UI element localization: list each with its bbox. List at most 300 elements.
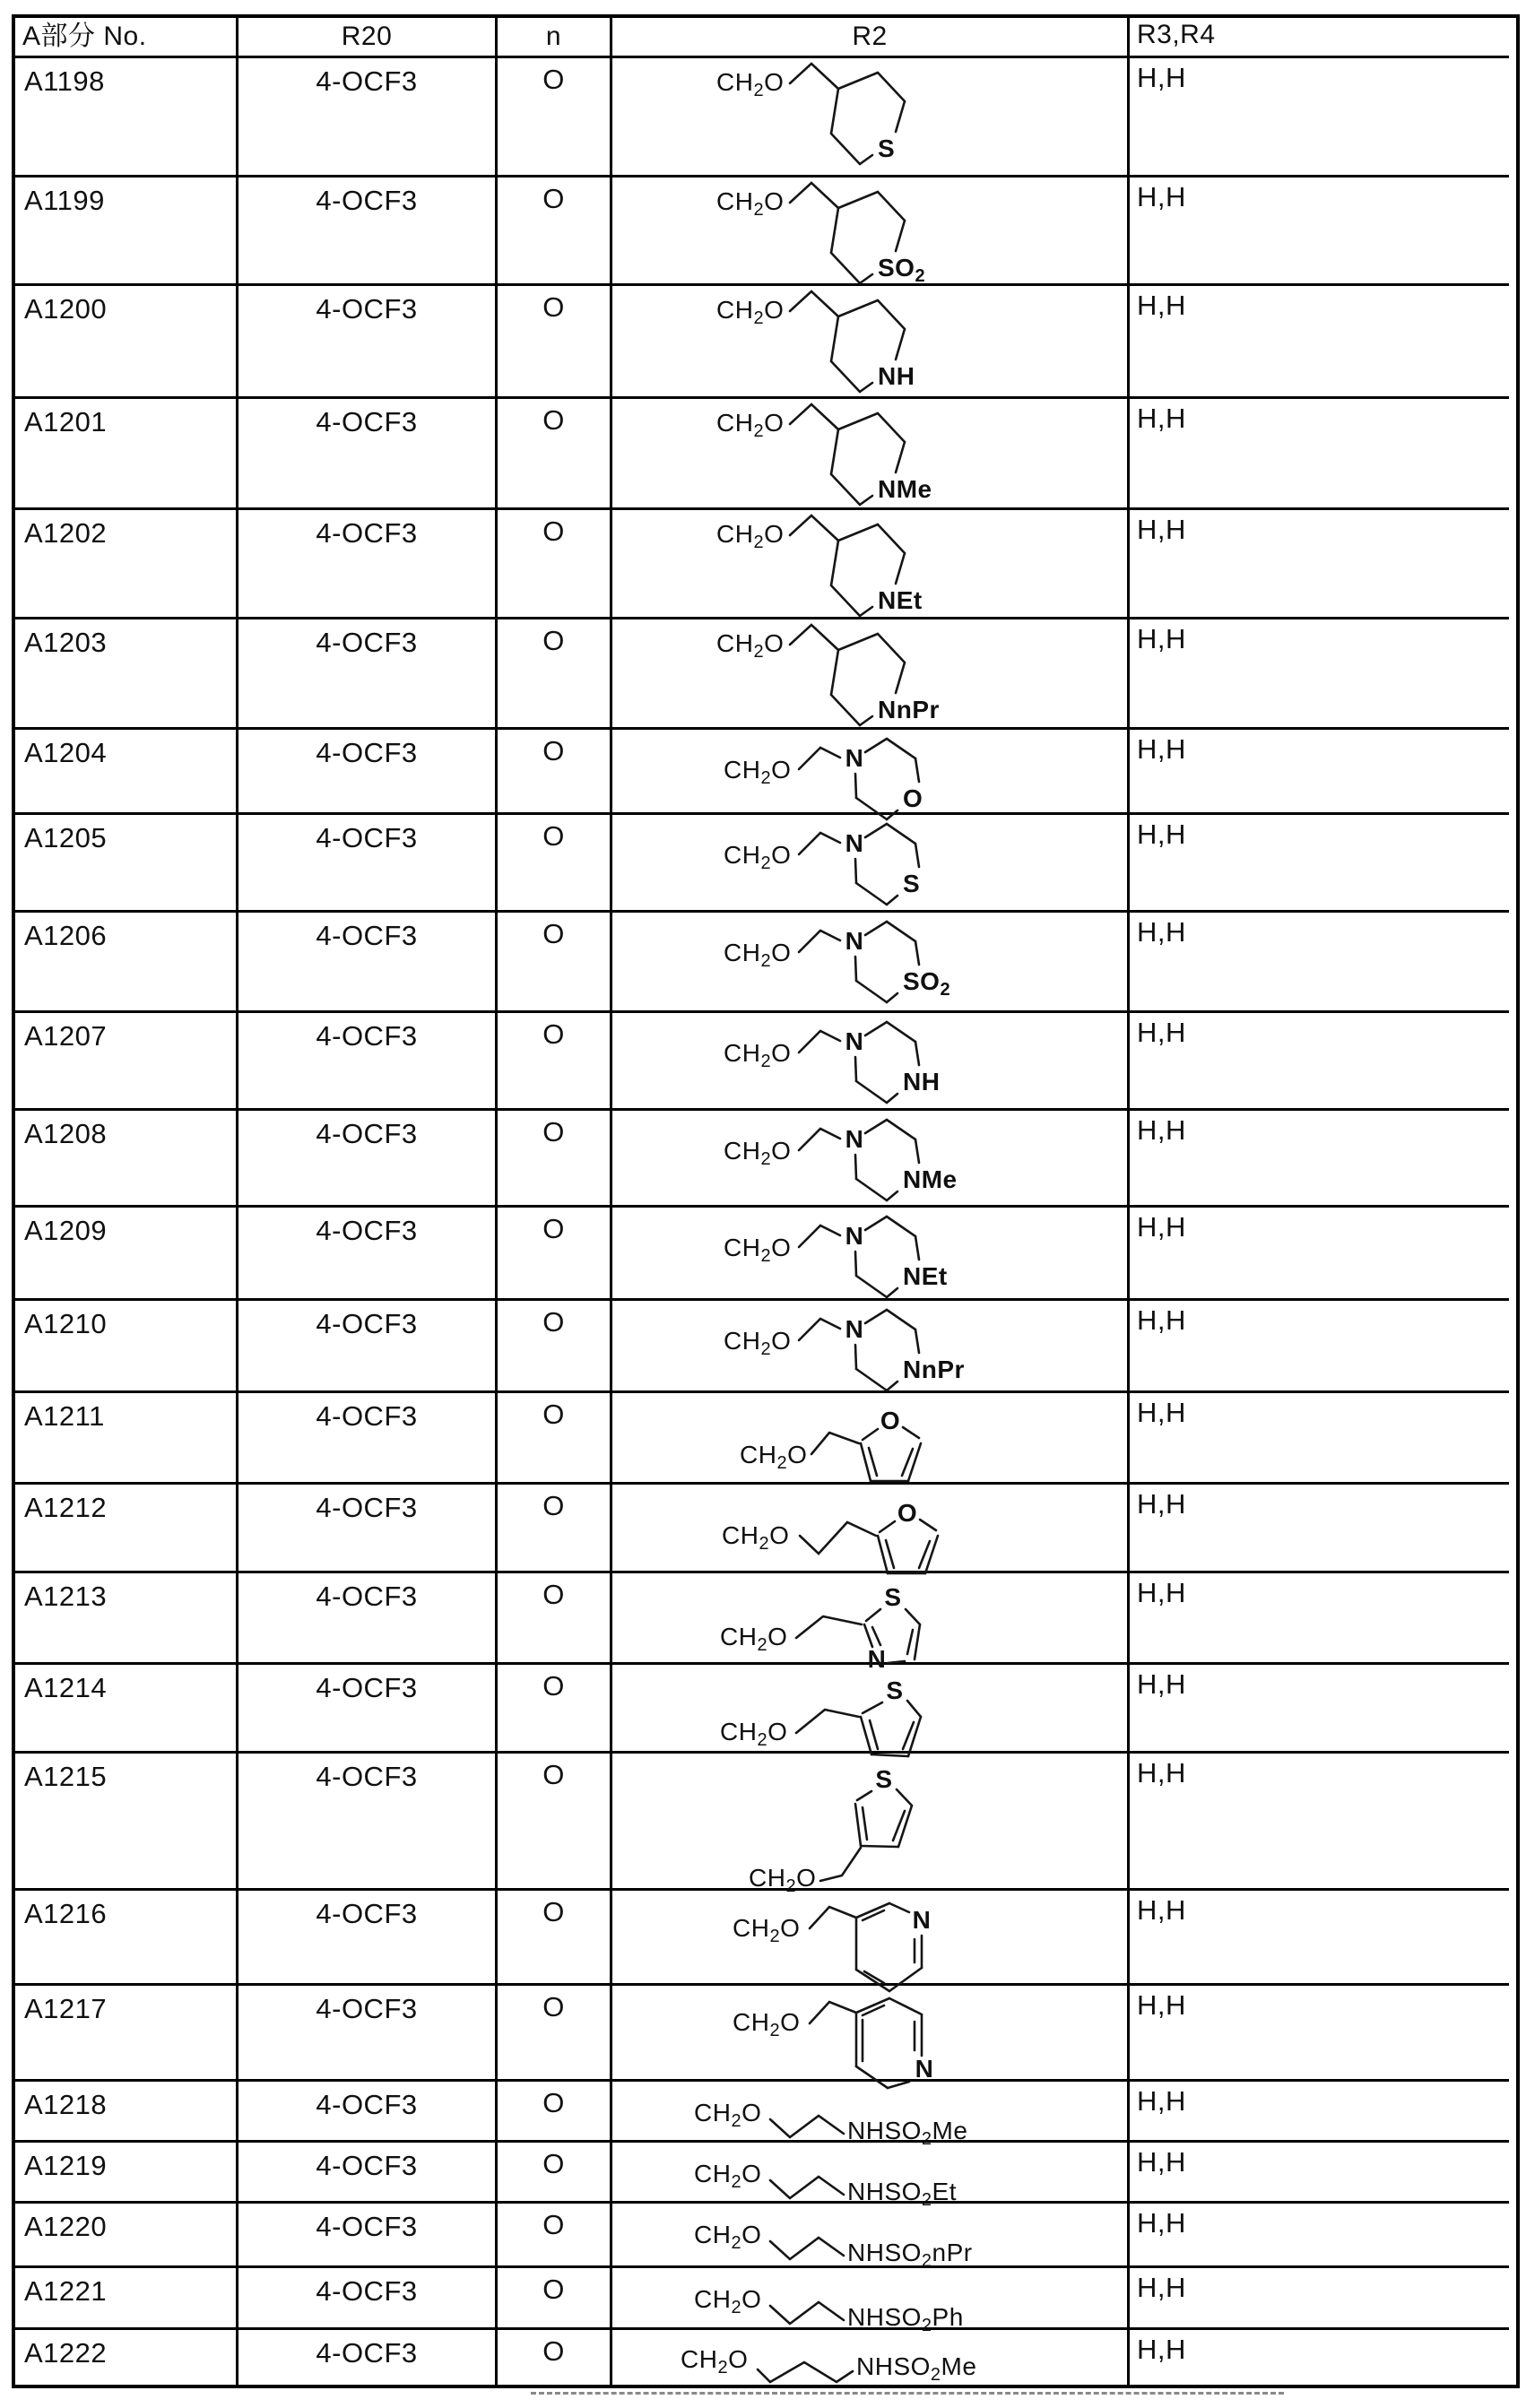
table-row xyxy=(15,2204,1516,2271)
r3r4-cell xyxy=(1130,1485,1509,1573)
compound-no: A1221 xyxy=(24,2275,108,2307)
n-cell xyxy=(498,1986,612,2082)
formula-label: NMe xyxy=(878,475,932,503)
r3r4-cell xyxy=(1130,58,1509,178)
header-r3r4: R3,R4 xyxy=(1130,18,1509,58)
table-row xyxy=(15,1665,1516,1754)
r20-cell xyxy=(238,1754,498,1891)
structure-drawing xyxy=(612,1573,1127,1673)
structure-cell xyxy=(612,178,1130,286)
compound-no-cell xyxy=(15,178,238,286)
scan-artifact-line xyxy=(531,2392,1284,2395)
formula-label: S xyxy=(886,1676,904,1704)
formula-label: N xyxy=(912,1906,932,1934)
structure-drawing xyxy=(612,1665,1127,1751)
r20-value: 4-OCF3 xyxy=(316,65,418,97)
r20-cell xyxy=(238,1573,498,1665)
compound-no-cell xyxy=(15,1754,238,1891)
n-cell xyxy=(498,1208,612,1301)
compound-no-cell xyxy=(15,1665,238,1754)
n-cell xyxy=(498,1013,612,1111)
compound-no-cell xyxy=(15,2204,238,2268)
r3r4-cell xyxy=(1130,2143,1509,2204)
n-value: O xyxy=(542,918,565,949)
r20-value: 4-OCF3 xyxy=(316,1761,418,1792)
n-value: O xyxy=(542,64,565,95)
n-cell xyxy=(498,510,612,619)
r20-cell xyxy=(238,619,498,730)
n-value: O xyxy=(542,291,565,323)
table-row xyxy=(15,1891,1516,1986)
table-row xyxy=(15,913,1516,1013)
structure-cell xyxy=(612,619,1130,730)
formula-label: $NHSO_2Me$ xyxy=(847,2117,968,2149)
r20-cell xyxy=(238,1986,498,2082)
r3r4-cell xyxy=(1130,1573,1509,1665)
n-value: O xyxy=(542,2087,565,2118)
n-cell xyxy=(498,619,612,730)
r20-cell xyxy=(238,510,498,619)
structure-cell xyxy=(612,1986,1130,2082)
compound-no-cell xyxy=(15,1111,238,1208)
n-value: O xyxy=(542,1399,565,1430)
r3r4-value: H,H xyxy=(1137,290,1186,321)
structure-cell xyxy=(612,1013,1130,1111)
r20-value: 4-OCF3 xyxy=(316,1118,418,1149)
n-cell xyxy=(498,730,612,815)
compound-no-cell xyxy=(15,619,238,730)
compound-no-cell xyxy=(15,2082,238,2143)
compound-no: A1207 xyxy=(24,1020,108,1052)
compound-no: A1220 xyxy=(24,2211,108,2242)
structure-cell xyxy=(612,2330,1130,2385)
n-cell xyxy=(498,2330,612,2385)
r3r4-value: H,H xyxy=(1137,2146,1186,2178)
formula-label: NMe xyxy=(903,1165,958,1193)
compound-no: A1209 xyxy=(24,1215,108,1246)
compound-no-cell xyxy=(15,2143,238,2204)
structure-drawing xyxy=(612,2204,1127,2271)
compound-no: A1210 xyxy=(24,1308,108,1339)
n-value: O xyxy=(542,625,565,656)
r3r4-value: H,H xyxy=(1137,1211,1186,1243)
formula-label: $CH_2O$ xyxy=(724,841,792,873)
formula-label: $CH_2O$ xyxy=(724,1327,792,1359)
r20-cell xyxy=(238,1485,498,1573)
r3r4-value: H,H xyxy=(1137,2207,1186,2239)
formula-label: $CH_2O$ xyxy=(733,2008,801,2040)
r3r4-value: H,H xyxy=(1137,623,1186,654)
formula-label: $CH_2O$ xyxy=(716,409,785,441)
formula-label: N xyxy=(845,1222,864,1250)
formula-label: $CH_2O$ xyxy=(694,2160,762,2192)
r3r4-cell xyxy=(1130,286,1509,399)
structure-drawing xyxy=(612,1208,1127,1298)
r20-cell xyxy=(238,815,498,913)
n-value: O xyxy=(542,1018,565,1050)
r20-value: 4-OCF3 xyxy=(316,406,418,437)
structure-cell xyxy=(612,1208,1130,1301)
formula-label: $CH_2O$ xyxy=(720,1718,788,1750)
header-r20: R20 xyxy=(238,18,498,58)
n-value: O xyxy=(542,2209,565,2240)
n-value: O xyxy=(542,2335,565,2367)
table-row xyxy=(15,2082,1516,2149)
structure-drawing xyxy=(612,1891,1127,1983)
compound-no-cell xyxy=(15,58,238,178)
compound-table xyxy=(12,14,1520,2388)
r20-cell xyxy=(238,2330,498,2385)
structure-cell xyxy=(612,58,1130,178)
r20-value: 4-OCF3 xyxy=(316,2337,418,2369)
compound-no-cell xyxy=(15,399,238,510)
r3r4-cell xyxy=(1130,2204,1509,2268)
n-cell xyxy=(498,2143,612,2204)
table-row xyxy=(15,815,1516,913)
structure-cell xyxy=(612,1754,1130,1896)
table-body xyxy=(15,58,1516,2385)
r20-cell xyxy=(238,58,498,178)
r3r4-cell xyxy=(1130,1986,1509,2082)
r3r4-cell xyxy=(1130,1754,1509,1891)
structure-cell xyxy=(612,1301,1130,1393)
n-value: O xyxy=(542,404,565,436)
r20-value: 4-OCF3 xyxy=(316,1215,418,1246)
formula-label: $NHSO_2Et$ xyxy=(847,2178,957,2210)
formula-label: S xyxy=(875,1765,893,1793)
n-cell xyxy=(498,178,612,286)
table-row xyxy=(15,1573,1516,1673)
structure-drawing xyxy=(612,2268,1127,2335)
n-value: O xyxy=(542,1896,565,1927)
r3r4-value: H,H xyxy=(1137,2085,1186,2117)
compound-no-cell xyxy=(15,1485,238,1573)
compound-no-cell xyxy=(15,1393,238,1485)
r3r4-cell xyxy=(1130,913,1509,1013)
header-r2: R2 xyxy=(612,18,1130,58)
formula-label: $SO_2$ xyxy=(878,254,926,286)
table-row xyxy=(15,1393,1516,1485)
n-value: O xyxy=(542,1213,565,1244)
table-row xyxy=(15,178,1516,286)
formula-label: $NHSO_2nPr$ xyxy=(847,2239,973,2271)
r3r4-value: H,H xyxy=(1137,1757,1186,1789)
structure-drawing xyxy=(612,619,1127,727)
compound-no-cell xyxy=(15,286,238,399)
r20-value: 4-OCF3 xyxy=(316,1672,418,1703)
structure-drawing xyxy=(612,1754,1127,1896)
compound-no: A1217 xyxy=(24,1993,108,2024)
formula-label: O xyxy=(880,1407,901,1434)
formula-label: N xyxy=(845,744,864,772)
compound-no: A1203 xyxy=(24,627,108,658)
formula-label: $CH_2O$ xyxy=(694,2099,762,2131)
formula-label: O xyxy=(903,784,923,812)
formula-label: $CH_2O$ xyxy=(716,520,785,552)
n-value: O xyxy=(542,1991,565,2023)
n-cell xyxy=(498,2268,612,2330)
r20-value: 4-OCF3 xyxy=(316,517,418,549)
n-value: O xyxy=(542,1116,565,1148)
compound-no-cell xyxy=(15,2268,238,2330)
r20-cell xyxy=(238,2204,498,2268)
structure-drawing xyxy=(612,2330,1127,2385)
r3r4-value: H,H xyxy=(1137,733,1186,765)
r3r4-value: H,H xyxy=(1137,916,1186,948)
r20-cell xyxy=(238,2268,498,2330)
formula-label: NH xyxy=(903,1068,941,1096)
r20-cell xyxy=(238,178,498,286)
r3r4-value: H,H xyxy=(1137,2334,1186,2365)
table-row xyxy=(15,1208,1516,1301)
compound-no-cell xyxy=(15,1301,238,1393)
r3r4-value: H,H xyxy=(1137,1668,1186,1700)
structure-drawing xyxy=(612,1393,1127,1482)
table-row xyxy=(15,510,1516,619)
r20-value: 4-OCF3 xyxy=(316,737,418,768)
structure-drawing xyxy=(612,2082,1127,2149)
n-cell xyxy=(498,1301,612,1393)
r3r4-cell xyxy=(1130,2268,1509,2330)
structure-cell xyxy=(612,2143,1130,2210)
r20-cell xyxy=(238,2082,498,2143)
structure-cell xyxy=(612,1111,1130,1208)
structure-drawing xyxy=(612,1986,1127,2083)
table-row xyxy=(15,1301,1516,1393)
table-row xyxy=(15,619,1516,730)
n-value: O xyxy=(542,1759,565,1790)
formula-label: $CH_2O$ xyxy=(724,939,792,971)
r20-value: 4-OCF3 xyxy=(316,920,418,951)
formula-label: $SO_2$ xyxy=(903,967,951,1000)
n-cell xyxy=(498,1891,612,1986)
compound-no-cell xyxy=(15,1891,238,1986)
formula-label: S xyxy=(903,870,921,897)
r20-cell xyxy=(238,1013,498,1111)
table-header-row xyxy=(15,18,1516,58)
table-row xyxy=(15,1754,1516,1896)
structure-drawing xyxy=(612,913,1127,1010)
table-row xyxy=(15,2268,1516,2335)
structure-drawing xyxy=(612,178,1127,286)
r20-value: 4-OCF3 xyxy=(316,1993,418,2024)
structure-drawing xyxy=(612,1301,1127,1390)
formula-label: N xyxy=(845,927,864,955)
formula-label: $CH_2O$ xyxy=(716,68,785,100)
structure-cell xyxy=(612,730,1130,815)
formula-label: $CH_2O$ xyxy=(724,1039,792,1071)
r20-cell xyxy=(238,286,498,399)
formula-label: $CH_2O$ xyxy=(716,296,785,328)
compound-no: A1219 xyxy=(24,2150,108,2181)
r20-value: 4-OCF3 xyxy=(316,1400,418,1432)
compound-no: A1216 xyxy=(24,1898,108,1929)
compound-no: A1204 xyxy=(24,737,108,768)
n-cell xyxy=(498,1665,612,1754)
structure-drawing xyxy=(612,399,1127,507)
table-row xyxy=(15,730,1516,815)
formula-label: NnPr xyxy=(878,696,940,723)
r3r4-value: H,H xyxy=(1137,1114,1186,1146)
r20-cell xyxy=(238,1301,498,1393)
formula-label: $CH_2O$ xyxy=(724,1137,792,1169)
structure-cell xyxy=(612,913,1130,1013)
formula-label: $NHSO_2Ph$ xyxy=(847,2303,964,2335)
r20-value: 4-OCF3 xyxy=(316,2150,418,2181)
formula-label: $CH_2O$ xyxy=(720,1623,788,1655)
r3r4-cell xyxy=(1130,399,1509,510)
r3r4-cell xyxy=(1130,1393,1509,1485)
structure-cell xyxy=(612,1665,1130,1754)
r3r4-value: H,H xyxy=(1137,1894,1186,1926)
structure-drawing xyxy=(612,815,1127,910)
r20-value: 4-OCF3 xyxy=(316,1308,418,1339)
table-row xyxy=(15,1485,1516,1573)
r3r4-cell xyxy=(1130,178,1509,286)
n-value: O xyxy=(542,183,565,214)
formula-label: $CH_2O$ xyxy=(694,2285,762,2317)
r3r4-value: H,H xyxy=(1137,2272,1186,2303)
compound-no: A1208 xyxy=(24,1118,108,1149)
r3r4-cell xyxy=(1130,2082,1509,2143)
formula-label: $CH_2O$ xyxy=(694,2221,762,2253)
compound-no-cell xyxy=(15,1573,238,1665)
n-value: O xyxy=(542,515,565,547)
r20-value: 4-OCF3 xyxy=(316,822,418,853)
r20-cell xyxy=(238,1665,498,1754)
table-row xyxy=(15,399,1516,510)
r20-cell xyxy=(238,399,498,510)
n-value: O xyxy=(542,735,565,767)
r3r4-value: H,H xyxy=(1137,1488,1186,1520)
n-cell xyxy=(498,2082,612,2143)
header-a-part-no: A部分 No. xyxy=(15,18,238,58)
n-value: O xyxy=(542,1306,565,1338)
r3r4-value: H,H xyxy=(1137,819,1186,850)
n-cell xyxy=(498,286,612,399)
compound-no: A1200 xyxy=(24,293,108,325)
compound-no: A1212 xyxy=(24,1492,108,1523)
compound-no: A1211 xyxy=(24,1400,105,1432)
r20-value: 4-OCF3 xyxy=(316,2089,418,2120)
formula-label: $CH_2O$ xyxy=(722,1521,790,1554)
structure-cell xyxy=(612,1573,1130,1673)
r20-value: 4-OCF3 xyxy=(316,627,418,658)
structure-cell xyxy=(612,2082,1130,2149)
n-cell xyxy=(498,2204,612,2268)
r3r4-cell xyxy=(1130,510,1509,619)
formula-label: N xyxy=(845,1125,864,1153)
compound-no: A1201 xyxy=(24,406,108,437)
formula-label: N xyxy=(845,829,864,857)
r20-cell xyxy=(238,1208,498,1301)
n-cell xyxy=(498,815,612,913)
n-cell xyxy=(498,1111,612,1208)
r20-cell xyxy=(238,2143,498,2204)
table-row xyxy=(15,2330,1516,2385)
r3r4-value: H,H xyxy=(1137,403,1186,434)
r3r4-cell xyxy=(1130,1301,1509,1393)
table-row xyxy=(15,2143,1516,2210)
formula-label: $CH_2O$ xyxy=(681,2345,749,2378)
n-value: O xyxy=(542,1490,565,1521)
r20-value: 4-OCF3 xyxy=(316,2275,418,2307)
formula-label: $NHSO_2Me$ xyxy=(856,2352,977,2385)
compound-no: A1214 xyxy=(24,1672,108,1703)
r20-cell xyxy=(238,1891,498,1986)
r3r4-value: H,H xyxy=(1137,62,1186,93)
r3r4-cell xyxy=(1130,1665,1509,1754)
r3r4-cell xyxy=(1130,1208,1509,1301)
table-row xyxy=(15,1111,1516,1208)
formula-label: $CH_2O$ xyxy=(740,1441,808,1473)
compound-no: A1199 xyxy=(24,185,105,216)
structure-cell xyxy=(612,286,1130,399)
formula-label: $CH_2O$ xyxy=(724,756,792,788)
r20-cell xyxy=(238,1111,498,1208)
n-cell xyxy=(498,1393,612,1485)
n-cell xyxy=(498,913,612,1013)
formula-label: O xyxy=(897,1499,918,1527)
structure-drawing xyxy=(612,510,1127,617)
n-cell xyxy=(498,1573,612,1665)
compound-no-cell xyxy=(15,1986,238,2082)
compound-no: A1202 xyxy=(24,517,108,549)
r20-cell xyxy=(238,913,498,1013)
n-value: O xyxy=(542,1579,565,1610)
compound-no-cell xyxy=(15,1013,238,1111)
n-cell xyxy=(498,1485,612,1573)
compound-no: A1198 xyxy=(24,65,105,97)
formula-label: N xyxy=(867,1645,887,1673)
table-row xyxy=(15,1986,1516,2082)
compound-no: A1213 xyxy=(24,1581,108,1612)
formula-label: N xyxy=(915,2055,934,2083)
formula-label: NEt xyxy=(878,586,923,614)
structure-cell xyxy=(612,510,1130,619)
r20-value: 4-OCF3 xyxy=(316,293,418,325)
r3r4-value: H,H xyxy=(1137,181,1186,212)
compound-no: A1205 xyxy=(24,822,108,853)
header-n: n xyxy=(498,18,612,58)
compound-no-cell xyxy=(15,2330,238,2385)
formula-label: S xyxy=(878,134,896,162)
formula-label: $CH_2O$ xyxy=(716,629,785,662)
formula-label: NnPr xyxy=(903,1356,965,1383)
r3r4-value: H,H xyxy=(1137,514,1186,545)
r3r4-cell xyxy=(1130,1013,1509,1111)
structure-cell xyxy=(612,1393,1130,1485)
compound-no: A1206 xyxy=(24,920,108,951)
compound-no: A1218 xyxy=(24,2089,108,2120)
structure-cell xyxy=(612,1485,1130,1573)
n-cell xyxy=(498,399,612,510)
formula-label: N xyxy=(845,1315,864,1343)
r3r4-cell xyxy=(1130,2330,1509,2385)
formula-label: $CH_2O$ xyxy=(716,187,785,220)
structure-cell xyxy=(612,2204,1130,2271)
structure-cell xyxy=(612,399,1130,510)
n-value: O xyxy=(542,2274,565,2305)
r3r4-cell xyxy=(1130,1111,1509,1208)
n-value: O xyxy=(542,2148,565,2179)
r20-value: 4-OCF3 xyxy=(316,2211,418,2242)
r20-value: 4-OCF3 xyxy=(316,1020,418,1052)
table-row xyxy=(15,1013,1516,1111)
structure-drawing xyxy=(612,730,1127,812)
formula-label: NEt xyxy=(903,1262,948,1290)
r3r4-cell xyxy=(1130,1891,1509,1986)
